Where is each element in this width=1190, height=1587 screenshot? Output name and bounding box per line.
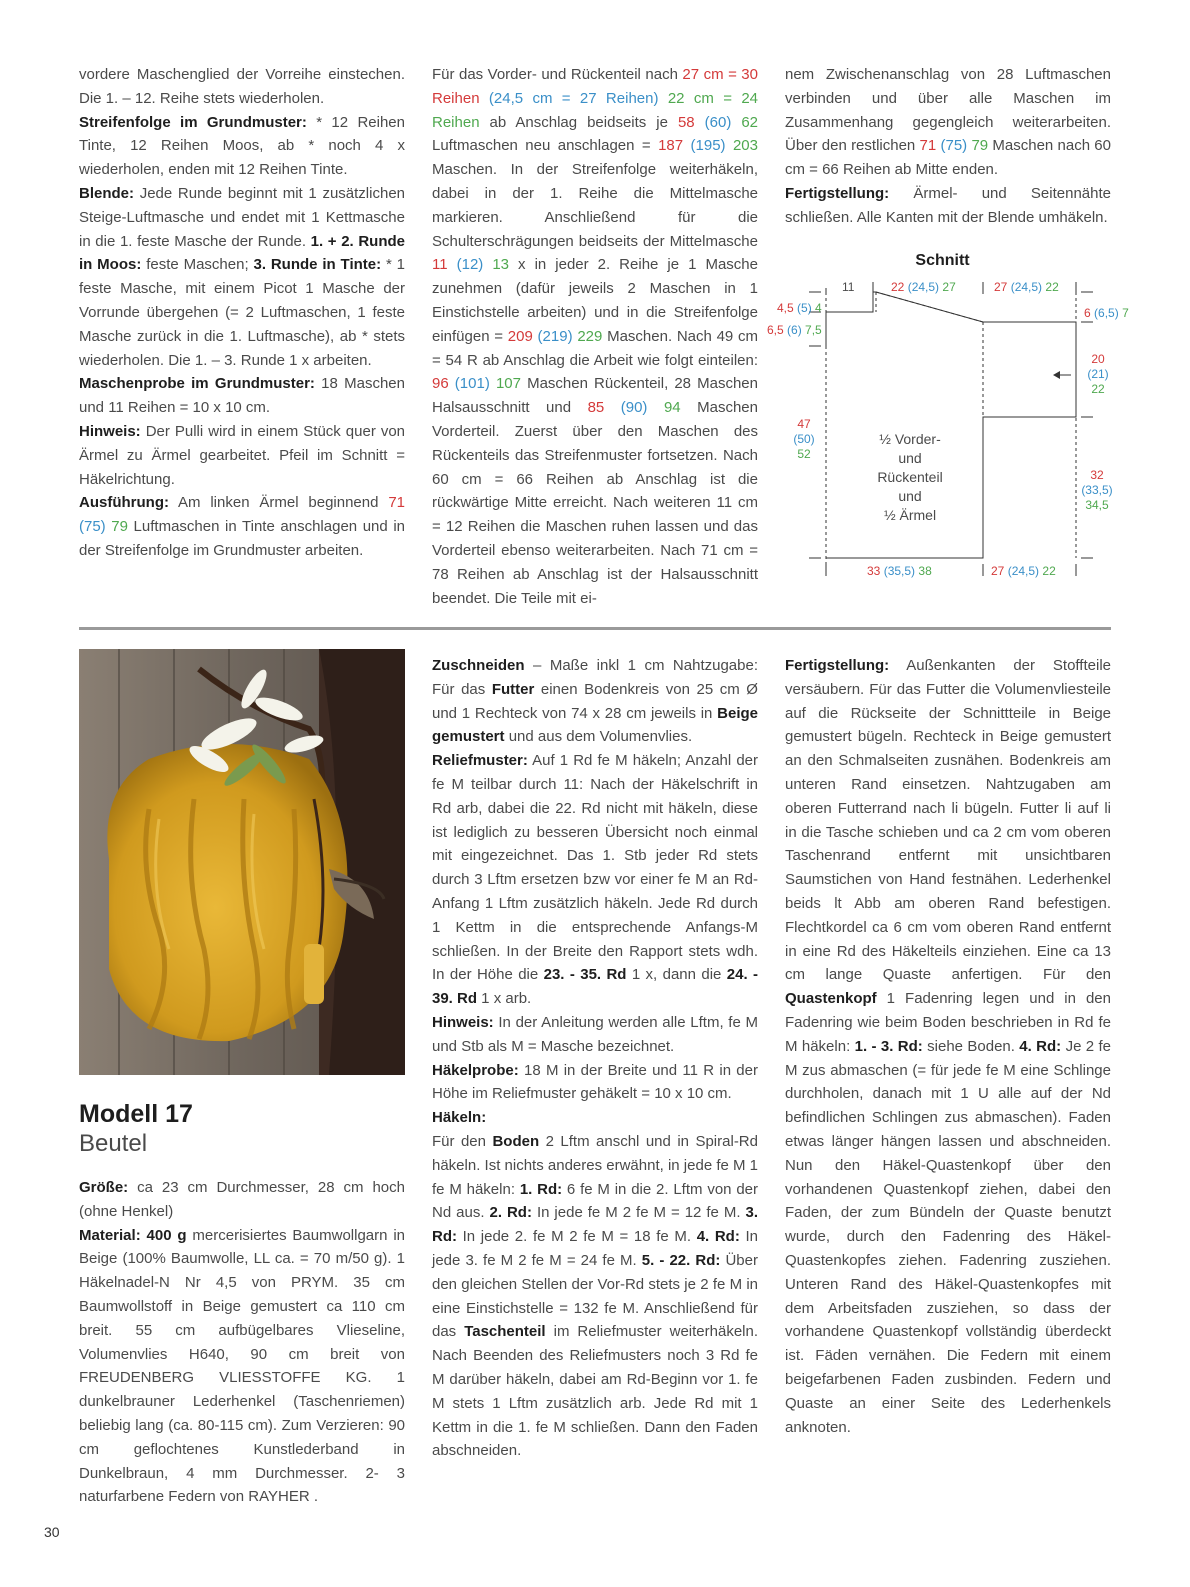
dim-large: 7,5 (805, 323, 822, 337)
size-value-small: 58 (677, 113, 695, 131)
text: In der Anleitung werden alle Lftm, fe M und Stb als M = Masche bezeichnet. (432, 1013, 758, 1055)
section-heading: Maschenprobe im Grundmuster: (79, 375, 315, 393)
size-value-medium: (12) (456, 256, 484, 274)
size-value-large: 79 (111, 518, 128, 536)
bold-text: 4. Rd: (696, 1228, 740, 1246)
bag-photo (79, 649, 405, 1075)
text: * 12 Reihen Tinte, 12 Reihen Moos, ab * noch 4 x wiederholen, enden mit 12 Reihen Tinte. (79, 113, 405, 179)
text: 1 Fadenring legen und in den Fadenring wie beim Boden beschrieben in Rd fe M häkeln: (785, 990, 1111, 1055)
piece-label-line: und (898, 450, 922, 466)
bold-text: 5. - 22. Rd: (641, 1251, 721, 1269)
text: * 1 feste Masche, mit einem Picot 1 Masche der Vorrunde übergehen (= 2 Luftmaschen, 1 feste Masche zurück in die 1. Luftmasche), ab * stets wiederholen. Die 1. – 3. Runde 1 x arbeiten. (79, 256, 406, 369)
size-value-large: 203 (732, 137, 758, 155)
bold-text: Boden (492, 1132, 540, 1150)
size-value-small: 187 (658, 137, 684, 155)
section-heading: Größe: (79, 1179, 129, 1196)
dim-label (867, 564, 932, 579)
section-heading: Material: 400 g (79, 1226, 187, 1244)
dim-label (994, 280, 1059, 295)
dim-medium: (6) (787, 323, 802, 337)
dim-small: 6,5 (767, 323, 784, 337)
section-heading: Ausführung: (79, 494, 169, 512)
text: Luftmaschen neu anschlagen = (432, 137, 659, 155)
bag-materials-col (79, 1176, 405, 1509)
pullover-instructions-col1 (79, 63, 405, 563)
piece-label-line: ½ Vorder- (879, 431, 941, 447)
size-value-medium: (75) (79, 518, 106, 536)
page-number: 30 (44, 1524, 60, 1540)
text: 18 Maschen und 11 Reihen = 10 x 10 cm. (79, 375, 405, 417)
text: In jede 3. fe M 2 fe M = 24 fe M. (432, 1228, 758, 1269)
size-value-large: 13 (492, 256, 510, 274)
text: Maschen. Nach 49 cm = 54 R ab Anschlag die Arbeit wie folgt einteilen: (432, 327, 758, 369)
dim-medium: (5) (797, 301, 812, 315)
size-value-large: 79 (971, 137, 989, 155)
dim-small: 27 (994, 280, 1008, 294)
bold-text: 4. Rd: (1019, 1037, 1062, 1055)
size-value-small: 71 (388, 494, 405, 512)
paragraph (785, 654, 1111, 1439)
paragraph (432, 1106, 758, 1130)
text: Der Pulli wird in einem Stück quer von Ärmel zu Ärmel gearbeitet. Pfeil im Schnitt = Häkelrichtung. (79, 422, 405, 488)
dim-label-stacked (789, 417, 819, 462)
text: 2 Lftm anschl und in Spiral-Rd häkeln. Ist nichts anderes erwähnt, in jede fe M 1 fe M häkeln: (432, 1132, 759, 1198)
section-heading: Fertigstellung: (785, 657, 890, 674)
dim-large: 22 (1045, 280, 1059, 294)
size-value-medium: (90) (620, 399, 648, 417)
text: Maschen Vorderteil. Zuerst über den Maschen des Rückenteils das Streifenmuster fortsetzen. Nach 60 cm = 66 Reihen ab Anschlag ist die rückwärtige Mitte erreicht. Nach weiteren 11 cm = 12 Reihen die Maschen ruhen lassen und das Vorderteil ebenso weiterarbeiten. Nach 71 cm = 78 Reihen ab Anschlag ist der Halsausschnitt beendet. Die Teile mit ei- (432, 399, 758, 607)
dim-medium: (33,5) (1081, 483, 1113, 497)
dim-medium: (24,5) (1007, 564, 1040, 578)
paragraph (432, 749, 758, 1011)
paragraph (79, 372, 405, 420)
paragraph (79, 111, 405, 182)
dim-label (1084, 306, 1129, 321)
dim-small: 33 (867, 564, 881, 578)
size-value-small: 27 cm = 30 Reihen (432, 66, 758, 107)
paragraph (432, 63, 758, 610)
dim-medium: (24,5) (907, 280, 940, 294)
text: Maschen. In der Streifenfolge weiterhäkeln, dabei in der 1. Reihe die Mittelmasche markieren. Anschließend für die Schulterschrägungen beidseits der Mittelmasche (432, 161, 758, 250)
bold-text: 3. Rd: (432, 1204, 758, 1246)
bold-text: Quastenkopf (785, 990, 877, 1008)
bag-instructions-col3 (785, 654, 1111, 1439)
text: 1 x, dann die (626, 966, 727, 984)
paragraph: vordere Maschenglied der Vorreihe einstechen. Die 1. – 12. Reihe stets wiederholen. (79, 66, 405, 107)
text: 18 M in der Breite und 11 R in der Höhe im Reliefmuster gehäkelt = 10 x 10 cm. (432, 1061, 758, 1103)
paragraph (432, 1130, 758, 1463)
text: nem Zwischenanschlag von 28 Luftmaschen verbinden und über alle Maschen im Zusammenhang gegengleich weiterarbeiten. Über den restlichen (785, 66, 1111, 155)
text: Für den (432, 1132, 493, 1150)
size-value-small: 85 (587, 399, 605, 417)
text: Ärmel- und Seitennähte schließen. Alle Kanten mit der Blende umhäkeln. (785, 184, 1111, 226)
pullover-instructions-col2 (432, 63, 758, 610)
section-heading: Hinweis: (432, 1013, 494, 1031)
bold-text: Taschenteil (464, 1323, 546, 1341)
section-heading: Häkeln: (432, 1109, 487, 1127)
size-value-medium: (60) (704, 113, 732, 131)
bold-text: 3. Runde in Tinte: (253, 256, 382, 274)
text: feste Maschen; (141, 256, 254, 274)
section-heading: Hinweis: (79, 422, 141, 440)
piece-label-line: und (898, 488, 922, 504)
pullover-instructions-col3 (785, 63, 1111, 230)
bag-instructions-col2 (432, 654, 758, 1463)
bold-text: 23. - 35. Rd (543, 966, 627, 984)
bold-text: 2. Rd: (489, 1204, 532, 1222)
section-heading: Fertigstellung: (785, 184, 890, 202)
dim-medium: (50) (793, 432, 815, 446)
dim-large: 22 (1091, 382, 1105, 396)
dim-small: 6 (1084, 306, 1091, 320)
bold-text: 1. Rd: (519, 1180, 563, 1198)
diagram-title: Schnitt (915, 252, 970, 269)
section-heading: Reliefmuster: (432, 752, 528, 770)
text: Für das Vorder- und Rückenteil nach (432, 66, 683, 83)
section-heading: Zuschneiden (432, 657, 525, 674)
dim-large: 52 (797, 447, 811, 461)
text: und aus dem Volumenvlies. (504, 728, 693, 746)
size-value-medium: (195) (690, 137, 726, 155)
paragraph (785, 182, 1111, 230)
dim-medium: (24,5) (1010, 280, 1043, 294)
section-heading: Häkelprobe: (432, 1061, 519, 1079)
paragraph (79, 1176, 405, 1224)
size-value-small: 209 (507, 327, 533, 345)
dim-large: 7 (1122, 306, 1129, 320)
bold-text: Futter (491, 680, 535, 698)
text: ca 23 cm Durchmesser, 28 cm hoch (ohne Henkel) (79, 1179, 405, 1220)
section-heading: Streifenfolge im Grundmuster: (79, 113, 307, 131)
size-value-large: 22 cm = 24 Reihen (432, 89, 759, 131)
text: 6 fe M in die 2. Lftm von der Nd aus. (432, 1180, 758, 1222)
paragraph (79, 420, 405, 491)
paragraph (432, 654, 758, 749)
size-value-large: 62 (741, 113, 759, 131)
text: siehe Boden. (922, 1037, 1020, 1055)
text: 1 x arb. (477, 990, 532, 1008)
text: In jede 2. fe M 2 fe M = 18 fe M. (457, 1228, 697, 1246)
text: Maschen nach 60 cm = 66 Reihen ab Mitte enden. (785, 137, 1111, 179)
text: Je 2 fe M zus abmaschen (= für jede fe M eine Schlinge durchholen, danach mit 1 U alle auf der Nd befindlichen Schlingen zus abmaschen). Faden etwas länger hängen lassen und abschneiden. Nun den Häkel-Quastenkopf über den vorhandenen Quastenkopf ziehen, dabei den Faden, der zum Bündeln der Quaste benutzt wurde, durch den Fadenring des Häkel-Quastenkopfes ziehen. Fadenring zusziehen. Unteren Rand des Häkel-Quastenkopfes mit dem Arbeitsfaden zusziehen, so dass der vorhandene Quastenkopf vollständig überdeckt ist. Fäden vernähen. Die Federn mit einem beigefarbenen Faden zusbinden. Federn und Quaste an einer Seite des Lederhenkels anknoten. (785, 1037, 1112, 1436)
model-title: Modell 17 (79, 1100, 193, 1128)
dim-label (891, 280, 956, 295)
text: im Reliefmuster weiterhäkeln. Nach Beenden des Reliefmusters noch 3 Rd fe M darüber häkeln, dabei am Rd-Beginn vor 1. fe M stets 1 Lftm zusätzlich arb. Jede Rd mit 1 Kettm in die 1. fe M schließen. Dann den Faden abschneiden. (432, 1323, 758, 1460)
size-value-large: 94 (663, 399, 681, 417)
dim-large: 4 (815, 301, 822, 315)
text: In jede fe M 2 fe M = 12 fe M. (531, 1204, 746, 1222)
size-value-medium: (24,5 cm = 27 Reihen) (488, 89, 659, 107)
dim-medium: (6,5) (1094, 306, 1119, 320)
dim-medium: (21) (1087, 367, 1109, 381)
size-value-large: 229 (577, 327, 603, 345)
dim-label: 11 (842, 280, 855, 294)
bold-text: Beige gemustert (432, 704, 758, 746)
text: – Maße inkl 1 cm Nahtzugabe: Für das (432, 657, 758, 698)
bold-text: 1. + 2. Runde in Moos: (79, 232, 405, 274)
text: x in jeder 2. Reihe je 1 Masche zunehmen (dafür jeweils 2 Maschen in 1 Einstichstelle arbeiten) und in die Streifenfolge einfügen = (432, 256, 758, 345)
text: Luftmaschen in Tinte anschlagen und in der Streifenfolge im Grundmuster arbeiten. (79, 518, 405, 559)
piece-label-line: Rückenteil (877, 469, 943, 485)
dim-small: 27 (991, 564, 1005, 578)
size-value-medium: (101) (454, 375, 490, 393)
bold-text: 1. - 3. Rd: (854, 1037, 923, 1055)
size-value-large: 107 (495, 375, 521, 393)
dim-label (767, 323, 822, 338)
piece-label (865, 430, 955, 525)
dim-label-stacked (1083, 352, 1113, 397)
dim-large: 38 (918, 564, 932, 578)
dim-small: 4,5 (777, 301, 794, 315)
piece-label-line: ½ Ärmel (883, 507, 937, 523)
section-divider (79, 627, 1111, 630)
text: Am linken Ärmel beginnend (168, 494, 389, 512)
text: einen Bodenkreis von 25 cm Ø und 1 Rechteck von 74 x 28 cm jeweils in (432, 680, 758, 722)
text: Jede Runde beginnt mit 1 zusätzlichen Steige-Luftmasche und endet mit 1 Kettmasche in die 1. feste Masche der Runde. (79, 184, 405, 250)
paragraph (79, 1224, 405, 1510)
paragraph (79, 491, 405, 562)
size-value-small: 71 (919, 137, 937, 155)
paragraph (432, 1059, 758, 1107)
dim-label-stacked (1079, 468, 1115, 513)
dim-large: 27 (942, 280, 956, 294)
text: ab Anschlag beidseits je (479, 113, 678, 131)
dim-large: 22 (1042, 564, 1056, 578)
model-subtitle: Beutel (79, 1130, 148, 1157)
dim-label (991, 564, 1056, 579)
text: mercerisiertes Baumwollgarn in Beige (100% Baumwolle, LL ca. = 70 m/50 g). 1 Häkelnadel-N Nr 4,5 von PRYM. 35 cm Baumwollstoff in Beige gemustert ca 110 cm breit. 55 cm aufbügelbares Vlieseline, Volumenvlies H640, 90 cm breit von FREUDENBERG VLIESSTOFFE KG. 1 dunkelbrauner Lederhenkel (Taschenriemen) beliebig lang (ca. 80-115 cm). Zum Verzieren: 90 cm geflochtenes Kunstlederband in Dunkelbraun, 4 mm Durchmesser. 2- 3 naturfarbene Federn von RAYHER . (79, 1226, 405, 1506)
direction-arrow-head (1053, 371, 1060, 379)
dim-small: 47 (797, 417, 811, 431)
size-value-small: 11 (432, 256, 448, 274)
dim-label (777, 301, 822, 316)
size-value-small: 96 (432, 375, 449, 393)
text: Über den gleichen Stellen der Vor-Rd stets je 2 fe M in eine Einstichstelle = 132 fe M. Anschließend für das (432, 1251, 758, 1341)
size-value-medium: (219) (537, 327, 573, 345)
dim-small: 20 (1091, 352, 1105, 366)
section-heading: Blende: (79, 184, 135, 202)
paragraph (79, 182, 405, 372)
paragraph (785, 63, 1111, 182)
bold-text: 24. - 39. Rd (432, 966, 758, 1008)
text: Maschen Rückenteil, 28 Maschen Halsausschnitt und (432, 375, 758, 417)
dim-large: 34,5 (1085, 498, 1109, 512)
text: Auf 1 Rd fe M häkeln; Anzahl der fe M teilbar durch 11: Nach der Häkelschrift in Rd arb, dabei die 22. Rd nicht mit häkeln, diese ist lediglich zu besseren Übersicht noch einmal mit eingezeichnet. Das 1. Stb jeder Rd stets durch 3 Lftm ersetzen bzw vor einer fe M an Rd-Anfang 1 Lftm zusätzlich häkeln. Jede Rd durch 1 Kettm in die entsprechende Anfangs-M schließen. In der Breite den Rapport stets wdh. In der Höhe die (432, 752, 758, 984)
text: Außenkanten der Stoffteile versäubern. Für das Futter die Volumenvliesteile auf die Rückseite der Schnittteile in Beige gemustert bügeln. Rechteck in Beige gemustert an den Schmalseiten zusnähen. Bodenkreis am unteren Rand einsetzen. Nahtzugaben am oberen Futterrand nach li bügeln. Futter li auf li in die Tasche schieben und ca 2 cm vom oberen Taschenrand entfernt mit unsichtbaren Saumstichen von Hand festnähen. Lederhenkel beids lt Abb am oberen Rand befestigen. Flechtkordel ca 6 cm vom oberen Rand entfernt in eine Rd des Häkelteils einziehen. Eine ca 13 cm lange Quaste anfertigen. Für den (785, 657, 1111, 984)
paragraph (432, 1011, 758, 1059)
size-value-medium: (75) (940, 137, 968, 155)
dim-medium: (35,5) (883, 564, 916, 578)
dim-small: 22 (891, 280, 905, 294)
pattern-schematic (765, 252, 1135, 587)
dim-small: 32 (1090, 468, 1104, 482)
